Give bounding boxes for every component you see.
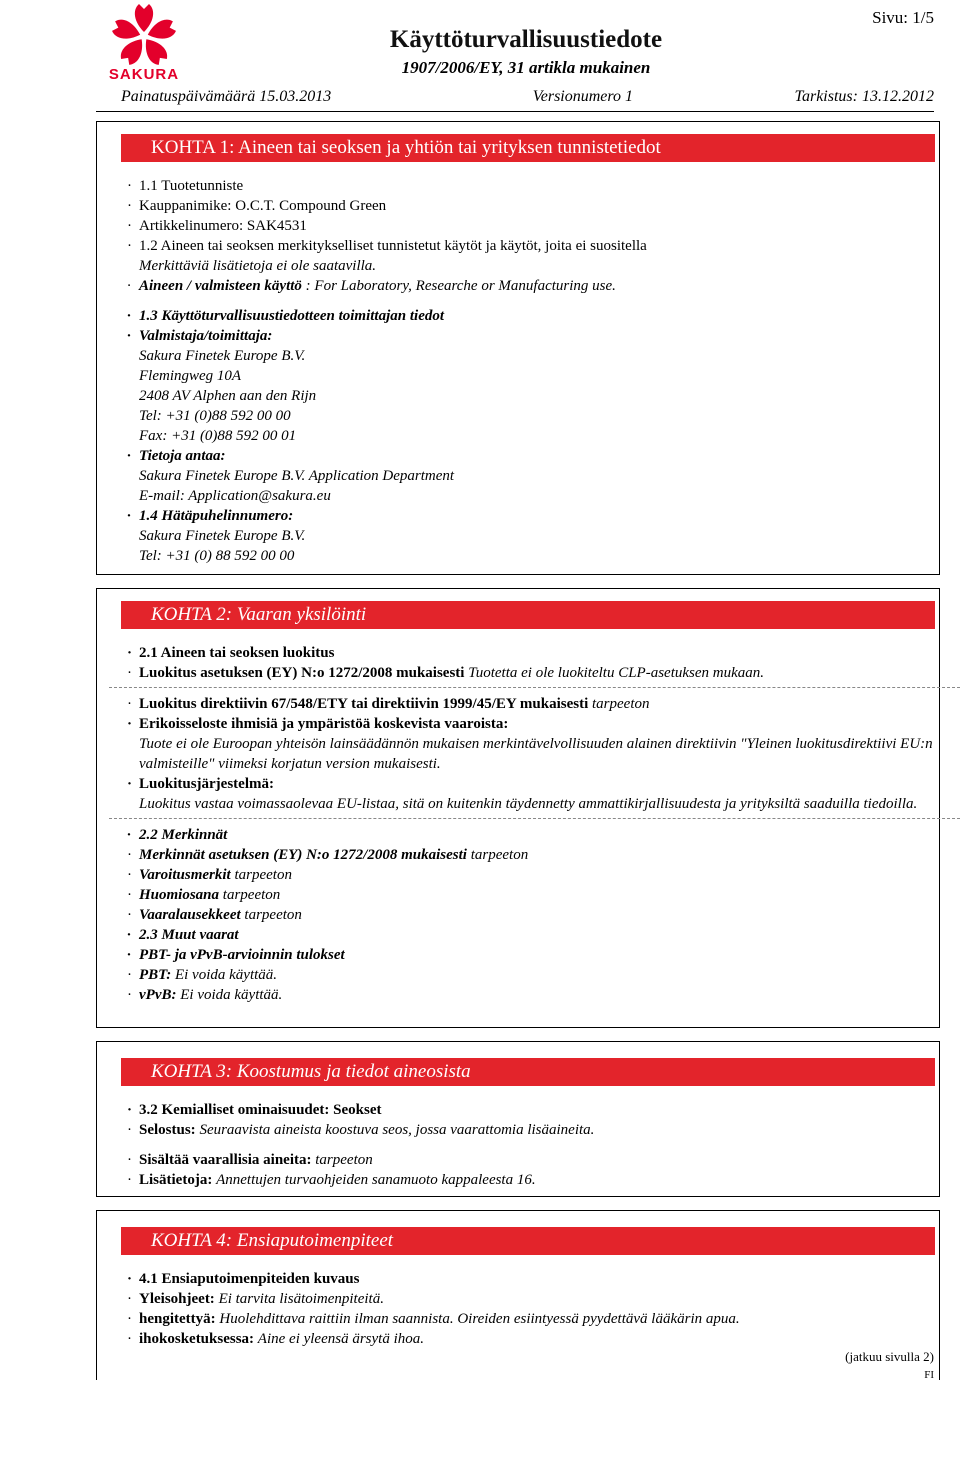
- pbt-heading: · PBT- ja vPvB-arvioinnin tulokset: [127, 947, 345, 963]
- pictogram-line: · Varoitusmerkit tarpeeton: [127, 867, 292, 883]
- version-number: Versionumero 1: [532, 88, 634, 105]
- section-2-box: [96, 588, 940, 1028]
- info-label: · Tietoja antaa:: [127, 448, 226, 464]
- manufacturer-label: · Valmistaja/toimittaja:: [127, 328, 273, 344]
- additional-info-line: · Lisätietoja: Annettujen turvaohjeiden sanamuoto kappaleesta 16.: [127, 1172, 536, 1188]
- general-line: · Yleisohjeet: Ei tarvita lisätoimenpiteitä.: [127, 1291, 384, 1307]
- directive-line: · Luokitus direktiivin 67/548/ETY tai direktiivin 1999/45/EY mukaisesti tarpeeton: [127, 696, 650, 712]
- section-1-content: [127, 176, 935, 566]
- section-1-heading: KOHTA 1: Aineen tai seoksen ja yhtiön tai yrityksen tunnistetiedot: [121, 134, 935, 162]
- line: · 2.1 Aineen tai seoksen luokitus: [127, 645, 335, 661]
- info-line: Sakura Finetek Europe B.V. Application Department: [139, 468, 455, 484]
- line: · 4.1 Ensiaputoimenpiteiden kuvaus: [127, 1271, 360, 1287]
- manufacturer-line: Tel: +31 (0)88 592 00 00: [139, 408, 291, 424]
- section-2-content: [127, 643, 935, 1005]
- section-1-box: [96, 121, 940, 575]
- document-subtitle: 1907/2006/EY, 31 artikla mukainen: [401, 58, 651, 77]
- page-number: Sivu: 1/5: [872, 8, 934, 27]
- skin-contact-line: · ihokosketuksessa: Aine ei yleensä ärsytä ihoa.: [127, 1331, 425, 1347]
- signal-word-line: · Huomiosana tarpeeton: [127, 887, 281, 903]
- header-rule: [96, 111, 934, 112]
- line: · 3.2 Kemialliset ominaisuudet: Seokset: [127, 1102, 382, 1118]
- trade-name-line: · Kauppanimike: O.C.T. Compound Green: [127, 198, 387, 214]
- section-3-content: [127, 1100, 935, 1190]
- section-3-heading: KOHTA 3: Koostumus ja tiedot aineosista: [121, 1058, 935, 1086]
- inhalation-line: · hengitettyä: Huolehdittava raittiin ilman saannista. Oireiden esiintyessä pyydettävä lääkärin apua.: [127, 1311, 740, 1327]
- divider: [109, 818, 960, 819]
- manufacturer-line: Flemingweg 10A: [139, 368, 242, 384]
- trade-name-value: O.C.T. Compound Green: [235, 198, 387, 214]
- document-title: Käyttöturvallisuustiedote: [389, 26, 663, 53]
- section-4-heading: KOHTA 4: Ensiaputoimenpiteet: [121, 1227, 935, 1255]
- system-text: Luokitus vastaa voimassaolevaa EU-listaa, sitä on kuitenkin täydennetty ammattikirjallisuudesta ja yrityksiltä saaduilla tiedoilla.: [139, 796, 918, 812]
- hazard-statements-line: · Vaaralausekkeet tarpeeton: [127, 907, 302, 923]
- hazardous-line: · Sisältää vaarallisia aineita: tarpeeton: [127, 1152, 373, 1168]
- section-3-box: [96, 1041, 940, 1197]
- system-label: · Luokitusjärjestelmä:: [127, 776, 274, 792]
- logo-wordmark: SAKURA: [108, 66, 180, 83]
- clp-line: · Luokitus asetuksen (EY) N:o 1272/2008 mukaisesti Tuotetta ei ole luokiteltu CLP-asetuksen mukaan.: [127, 665, 765, 681]
- divider: [109, 687, 960, 688]
- line: · 1.4 Hätäpuhelinnumero:: [127, 508, 294, 524]
- pbt-line: · PBT: Ei voida käyttää.: [127, 967, 278, 983]
- info-email: E-mail: Application@sakura.eu: [139, 488, 331, 504]
- emergency-line: Tel: +31 (0) 88 592 00 00: [139, 548, 295, 564]
- use-line: · Aineen / valmisteen käyttö : For Laboratory, Researche or Manufacturing use.: [127, 278, 616, 294]
- meta-row: [121, 88, 934, 106]
- line: · 2.3 Muut vaarat: [127, 927, 239, 943]
- print-date: Painatuspäivämäärä 15.03.2013: [121, 88, 332, 105]
- section-4-content: [127, 1269, 935, 1349]
- vpvb-line: · vPvB: Ei voida käyttää.: [127, 987, 283, 1003]
- line: · 2.2 Merkinnät: [127, 827, 228, 843]
- description-line: · Selostus: Seuraavista aineista koostuva seos, jossa vaarattomia lisäaineita.: [127, 1122, 595, 1138]
- continued-note: (jatkuu sivulla 2): [845, 1349, 934, 1364]
- special-text: Tuote ei ole Euroopan yhteisön lainsäädännön mukaisen merkintävelvollisuuden alainen direktiivin "Yleinen luokitusdirektiivi EU:n valmisteille" viimeksi korjatun version mukaisesti.: [139, 736, 933, 772]
- language-code: FI: [924, 1369, 934, 1381]
- section-2-heading: KOHTA 2: Vaaran yksilöinti: [121, 601, 935, 629]
- manufacturer-line: Sakura Finetek Europe B.V.: [139, 348, 306, 364]
- manufacturer-line: 2408 AV Alphen aan den Rijn: [139, 388, 317, 404]
- section-4-box: [96, 1210, 940, 1380]
- special-label: · Erikoisseloste ihmisiä ja ympäristöä koskevista vaaroista:: [127, 716, 509, 732]
- revision-date: Tarkistus: 13.12.2012: [794, 88, 934, 105]
- line: Merkittäviä lisätietoja ei ole saatavilla.: [139, 258, 377, 274]
- article-number-line: · Artikkelinumero: SAK4531: [127, 218, 307, 234]
- manufacturer-line: Fax: +31 (0)88 592 00 01: [139, 428, 297, 444]
- labelling-line: · Merkinnät asetuksen (EY) N:o 1272/2008 mukaisesti tarpeeton: [127, 847, 529, 863]
- line: · 1.3 Käyttöturvallisuustiedotteen toimittajan tiedot: [127, 308, 445, 324]
- line: · 1.2 Aineen tai seoksen merkitykselliset tunnistetut käytöt ja käytöt, joita ei suositella: [127, 238, 647, 254]
- emergency-line: Sakura Finetek Europe B.V.: [139, 528, 306, 544]
- line: · 1.1 Tuotetunniste: [127, 178, 244, 194]
